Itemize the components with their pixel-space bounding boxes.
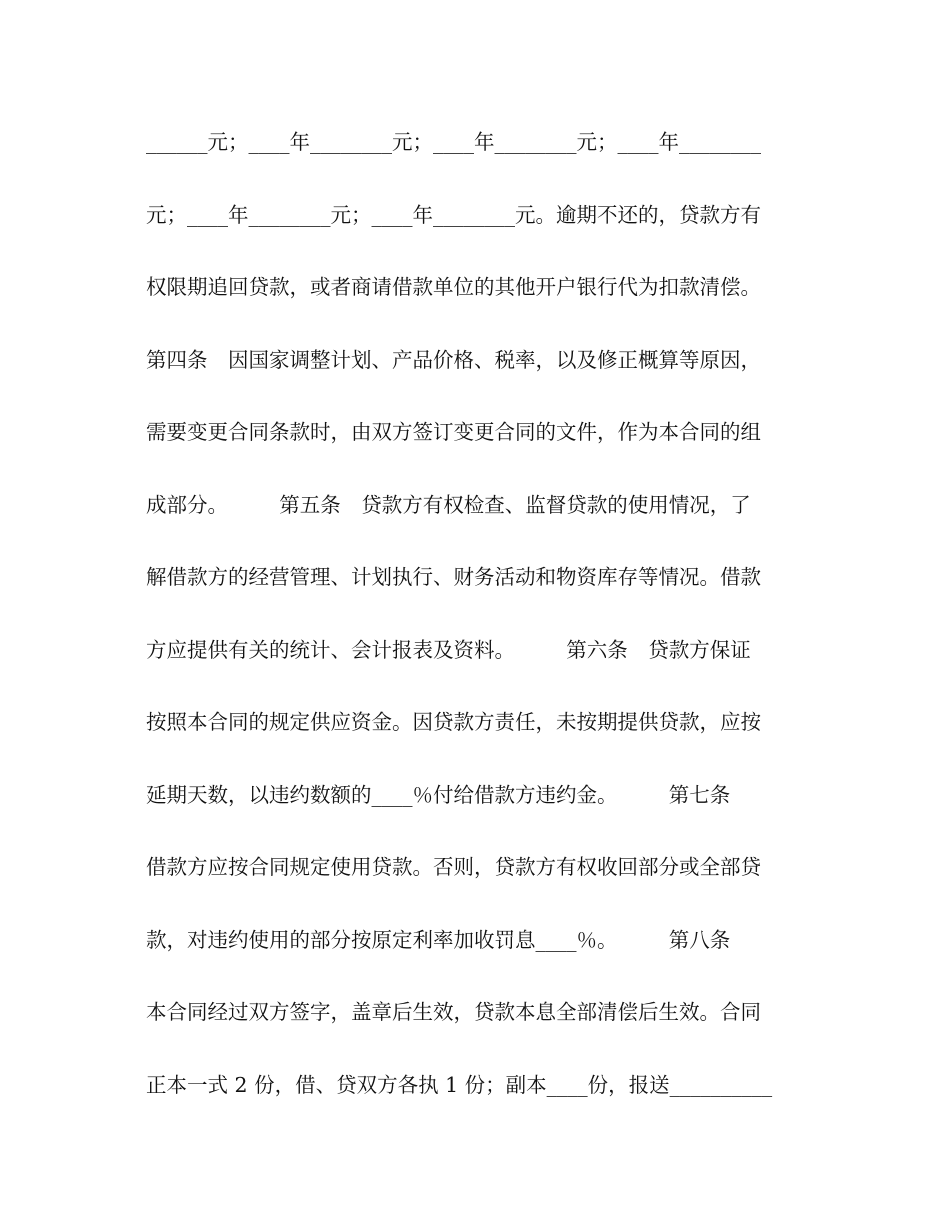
text-line-5: 需要变更合同条款时，由双方签订变更合同的文件，作为本合同的组 — [146, 420, 761, 444]
text-line-13: 本合同经过双方签字，盖章后生效，贷款本息全部清偿后生效。合同 — [146, 1000, 761, 1024]
text-line-2: 元；____年________元；____年________元。逾期不还的，贷款方有 — [146, 202, 761, 227]
text-line-9: 按照本合同的规定供应资金。因贷款方责任，未按期提供贷款，应按 — [146, 710, 761, 734]
text-line-3: 权限期追回贷款，或者商请借款单位的其他开户银行代为扣款清偿。 — [146, 275, 761, 299]
contract-text-block — [146, 124, 802, 1139]
text-line-4: 第四条 因国家调整计划、产品价格、税率，以及修正概算等原因， — [146, 347, 761, 372]
text-line-6: 成部分。 第五条 贷款方有权检查、监督贷款的使用情况，了 — [146, 492, 751, 517]
text-line-10: 延期天数，以违约数额的____％付给借款方违约金。 第七条 — [146, 782, 731, 807]
text-line-1: ______元；____年________元；____年________元；____年________ — [146, 130, 761, 154]
text-line-11: 借款方应按合同规定使用贷款。否则，贷款方有权收回部分或全部贷 — [146, 855, 761, 879]
text-line-7: 解借款方的经营管理、计划执行、财务活动和物资库存等情况。借款 — [146, 565, 761, 589]
text-line-12: 款，对违约使用的部分按原定利率加收罚息____％。 第八条 — [146, 927, 731, 952]
text-line-14: 正本一式 2 份，借、贷双方各执 1 份；副本____份，报送__________ — [146, 1072, 773, 1097]
text-line-8: 方应提供有关的统计、会计报表及资料。 第六条 贷款方保证 — [146, 637, 751, 662]
